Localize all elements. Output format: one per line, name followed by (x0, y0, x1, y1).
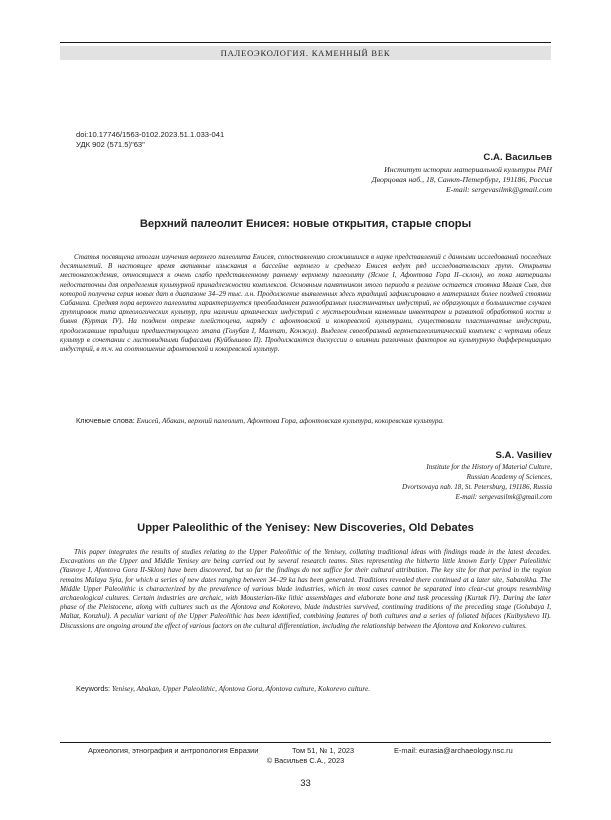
footer-volume: Том 51, № 1, 2023 (292, 746, 355, 755)
keywords-ru (76, 416, 551, 426)
footer-email[interactable]: E-mail: eurasia@archaeology.nsc.ru (394, 746, 513, 755)
header-top-rule (60, 42, 551, 43)
keywords-ru-text: Енисей, Абакан, верхний палеолит, Афонтова Гора, афонтовская культура, кокоревская культура. (136, 416, 444, 425)
author-institution-ru: Институт истории материальной культуры РАН (384, 165, 552, 174)
footer-copyright: © Васильев С.А., 2023 (266, 756, 345, 765)
section-header: ПАЛЕОЭКОЛОГИЯ. КАМЕННЫЙ ВЕК (60, 46, 551, 60)
doi[interactable]: doi:10.17746/1563-0102.2023.51.1.033-041 (76, 130, 225, 139)
author-name-en: S.A. Vasiliev (495, 450, 552, 461)
keywords-en-text: Yenisey, Abakan, Upper Paleolithic, Afontova Gora, Afontova culture, Kokorevo culture. (111, 684, 371, 693)
author-address-ru: Дворцовая наб., 18, Санкт-Петербург, 191186, Россия (371, 175, 552, 184)
udk: УДК 902 (571.5)"63" (76, 140, 145, 149)
author-affiliation-en-2: Russian Academy of Sciences, (466, 473, 552, 481)
article-title-ru: Верхний палеолит Енисея: новые открытия, старые споры (139, 218, 472, 230)
author-affiliation-en-1: Institute for the History of Material Culture, (426, 463, 552, 471)
author-email-ru[interactable]: E-mail: sergevasilmk@gmail.com (445, 185, 552, 194)
abstract-ru: Статья посвящена итогам изучения верхнего палеолита Енисея, сопоставлению сложившихся в науке представлений с данными исследований последних десятилетий. В настоящее время активные изыскания в бассейне верхнего и среднего Енисея ведут ряд исследовательских групп. Открыты местонахождения, относящиеся к очень слабо представленному раннему верхнему палеолиту (Ясное I, Афонтова Гора II–склон), но пока материалы недостаточны для определения культурной принадлежности комплексов. Основным памятником этого периода в регионе остается стоянка Малая Сыя, для которой получена серия новых дат в диапазоне 34–29 тыс. л.н. Продолжение выявленных здесь традиций зафиксировано в материалах более поздней стоянки Сабаниха. Средняя пора верхнего палеолита характеризуется преобладанием разнообразных пластинчатых индустрий, не образующих в большинстве случаев группировок типа археологических культур, при наличии архаических индустрий с мустьероидным каменным инвентарем и развитой обработкой кости и бивня (Куртак IV). На позднем отрезке плейстоцена, наряду с афонтовской и кокоревской культурами, существовали пластинчатые индустрии, продолжавшие традиции предшествующего этапа (Голубая I, Малтат, Конжул). Выделен своеобразный верхнепалеолитический комплекс с чертами обеих культур в сочетании с листовидными бифасами (Куйбышево II). Продолжаются дискуссии о влиянии различных факторов на культурную дифференциацию индустрий, в т.ч. на соотношение афонтовской и кокоревской культур. (60, 253, 551, 354)
article-title-en: Upper Paleolithic of the Yenisey: New Discoveries, Old Debates (137, 522, 474, 534)
author-email-en[interactable]: E-mail: sergevasilmk@gmail.com (455, 493, 552, 501)
keywords-ru-label: Ключевые слова: (76, 416, 135, 425)
keywords-en (76, 684, 551, 694)
abstract-en: This paper integrates the results of studies relating to the Upper Paleolithic of the Yenisey, collating traditional ideas with findings made in the latest decades. Excavations on the Upper and Middle Yenisey are being carried out by several research teams. Sites representing the hitherto little known Early Upper Paleolithic (Yasnoye I, Afontova Gora II-Sklon) have been discovered, but so far the findings do not suffice for their cultural attribution. The key site for that period in the region remains Malaya Syia, for which a series of new dates ranging between 34–29 ka has been generated. Traditions revealed there continued at a later site, Sabanikha. The Middle Upper Paleolithic is characterized by the prevalence of various blade industries, which in most cases cannot be separated into clear-cut groups resembling archaeological cultures. Certain industries are archaic, with Mousterian-like lithic assemblages and elaborate bone and tusk processing (Kurtak IV). During the later phase of the Pleistocene, along with cultures such as the Afontova and Kokorevo, blade industries survived, continuing traditions of the preceding stage (Golubaya I, Maltat, Konzhul). A peculiar variant of the Upper Paleolithic has been identified, combining features of both cultures and a series of foliated bifaces (Kuibyshevo II). Discussions are ongoing around the effect of various factors on the cultural differentiation, including the relationship between the Afontova and Kokorevo cultures. (60, 548, 551, 630)
footer-journal: Археология, этнография и антропология Евразии (88, 746, 259, 755)
footer-rule (60, 742, 551, 743)
author-name-ru: С.А. Васильев (483, 152, 552, 163)
author-address-en: Dvortsovaya nab. 18, St. Petersburg, 191186, Russia (402, 483, 552, 491)
page-number: 33 (300, 778, 311, 789)
keywords-en-label: Keywords: (76, 684, 111, 693)
